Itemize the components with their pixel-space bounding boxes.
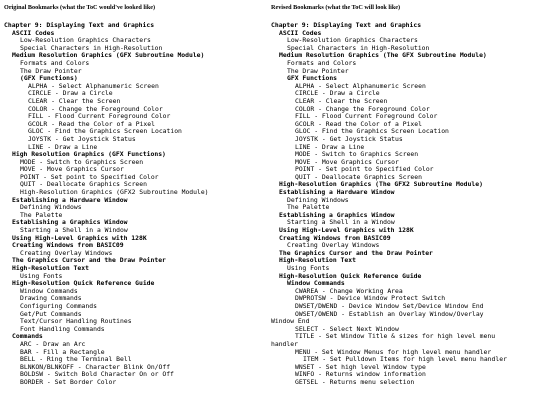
original-bookmarks-list <box>4 22 266 387</box>
bookmark-entry[interactable]: Defining Windows <box>20 203 82 212</box>
bookmark-entry[interactable]: MODE - Switch to Graphics Screen <box>20 157 144 166</box>
bookmark-entry[interactable]: High-Resolution Graphics (GFX2 Subroutine Module) <box>20 188 209 197</box>
bookmark-entry[interactable]: GFX Functions <box>287 74 338 83</box>
original-bookmarks-title: Original Bookmarks (what the ToC would've looked like) <box>4 4 156 11</box>
bookmark-entry[interactable]: High Resolution Graphics (GFX Functions) <box>12 150 166 159</box>
bookmark-entry[interactable]: Chapter 9: Displaying Text and Graphics <box>271 21 422 29</box>
bookmark-entry[interactable]: BAR - Fill a Rectangle <box>20 347 105 356</box>
bookmark-entry[interactable]: TITLE - Set Window Title & sizes for high level menu <box>295 332 496 341</box>
bookmark-entry[interactable]: JOYSTK - Get Joystick Status <box>295 134 403 143</box>
bookmark-entry[interactable]: DWPROTSW - Device Window Protect Switch <box>295 294 446 303</box>
bookmark-entry[interactable]: The Palette <box>287 203 330 212</box>
bookmark-entry[interactable]: GLOC - Find the Graphics Screen Location <box>28 127 182 136</box>
bookmark-entry[interactable]: The Draw Pointer <box>287 66 349 75</box>
bookmark-entry[interactable]: Commands <box>12 332 43 341</box>
bookmark-entry[interactable]: SELECT - Select Next Window <box>295 324 399 333</box>
bookmark-entry[interactable]: Special Characters in High-Resolution <box>287 43 430 52</box>
bookmark-entry[interactable]: Creating Windows from BASIC09 <box>12 241 124 250</box>
bookmark-entry[interactable]: Medium Resolution Graphics (The GFX Subroutine Module) <box>279 51 487 60</box>
bookmark-entry[interactable]: GCOLR - Read the Color of a Pixel <box>28 119 155 128</box>
bookmark-entry[interactable]: MOVE - Move Graphics Cursor <box>295 157 399 166</box>
bookmark-entry[interactable]: Get/Put Commands <box>20 309 82 318</box>
bookmark-entry[interactable]: ALPHA - Select Alphanumeric Screen <box>295 81 426 90</box>
bookmark-entry[interactable]: MODE - Switch to Graphics Screen <box>295 150 419 159</box>
bookmark-entry[interactable]: Special Characters in High-Resolution <box>20 43 163 52</box>
bookmark-entry[interactable]: MENU - Set Window Menus for high level menu handler <box>295 347 492 356</box>
bookmark-entry[interactable]: BLNKON/BLNKOFF - Character Blink On/Off <box>20 362 171 371</box>
bookmark-entry[interactable]: Creating Windows from BASIC09 <box>279 233 391 242</box>
bookmark-entry[interactable]: Medium Resolution Graphics (GFX Subroutine Module) <box>12 51 205 60</box>
bookmark-entry[interactable]: GCOLR - Read the Color of a Pixel <box>295 119 422 128</box>
bookmark-entry[interactable]: Establishing a Hardware Window <box>279 188 395 197</box>
bookmark-entry[interactable]: Creating Overlay Windows <box>20 248 113 257</box>
bookmark-entry[interactable]: CIRCLE - Draw a Circle <box>28 89 113 98</box>
bookmark-entry[interactable]: BOLDSW - Switch Bold Character On or Off <box>20 370 174 379</box>
bookmark-entry[interactable]: QUIT - Deallocate Graphics Screen <box>295 172 422 181</box>
bookmark-entry[interactable]: POINT - Set point to Specified Color <box>295 165 434 174</box>
bookmark-entry[interactable]: CWAREA - Change Working Area <box>295 286 403 295</box>
revised-bookmarks-list <box>271 22 533 387</box>
bookmark-entry[interactable]: GLOC - Find the Graphics Screen Location <box>295 127 449 136</box>
bookmark-entry[interactable]: FILL - Flood Current Foreground Color <box>28 112 171 121</box>
bookmark-entry[interactable]: POINT - Set point to Specified Color <box>20 172 159 181</box>
bookmark-entry[interactable]: Low-Resolution Graphics Characters <box>287 36 418 45</box>
bookmark-entry[interactable]: The Graphics Cursor and the Draw Pointer <box>279 248 433 257</box>
bookmark-entry[interactable]: Establishing a Graphics Window <box>279 210 395 219</box>
bookmark-entry[interactable]: LINE - Draw a Line <box>295 142 365 151</box>
bookmark-entry[interactable]: ALPHA - Select Alphanumeric Screen <box>28 81 159 90</box>
bookmark-entry[interactable]: handler <box>271 339 298 348</box>
bookmark-entry[interactable]: The Draw Pointer <box>20 66 82 75</box>
bookmark-entry[interactable]: COLOR - Change the Foreground Color <box>295 104 430 113</box>
bookmark-entry[interactable]: High-Resolution Graphics (The GFX2 Subroutine Module) <box>279 180 483 189</box>
bookmark-entry[interactable]: ASCII Codes <box>279 28 322 37</box>
bookmark-entry[interactable]: Starting a Shell in a Window <box>20 226 128 235</box>
bookmark-entry[interactable]: FILL - Flood Current Foreground Color <box>295 112 438 121</box>
bookmark-entry[interactable]: QUIT - Deallocate Graphics Screen <box>20 180 147 189</box>
bookmark-entry[interactable]: ITEM - Set Pulldown Items for high level menu handler <box>303 355 507 364</box>
bookmark-entry[interactable]: ASCII Codes <box>12 28 55 37</box>
bookmark-entry[interactable]: CLEAR - Clear the Screen <box>295 96 388 105</box>
bookmark-entry[interactable]: High-Resolution Quick Reference Guide <box>279 271 422 280</box>
bookmark-entry[interactable]: Window End <box>271 317 310 326</box>
bookmark-entry[interactable]: The Palette <box>20 210 63 219</box>
bookmark-entry[interactable]: GETSEL - Returns menu selection <box>295 377 415 386</box>
bookmark-entry[interactable]: Using Fonts <box>287 264 330 272</box>
bookmark-entry[interactable]: (GFX Functions) <box>20 74 78 83</box>
bookmark-entry[interactable]: WNSET - Set high level Window type <box>295 362 426 371</box>
bookmark-entry[interactable]: ARC - Draw an Arc <box>20 339 86 348</box>
bookmark-entry[interactable]: CIRCLE - Draw a Circle <box>295 89 380 98</box>
bookmark-entry[interactable]: JOYSTK - Get Joystick Status <box>28 134 136 143</box>
bookmark-entry[interactable]: Formats and Colors <box>20 58 90 67</box>
bookmark-entry[interactable]: MOVE - Move Graphics Cursor <box>20 165 124 174</box>
bookmark-entry[interactable]: BELL - Ring the Terminal Bell <box>20 355 132 364</box>
bookmark-entry[interactable]: Establishing a Hardware Window <box>12 195 128 204</box>
bookmark-entry[interactable]: The Graphics Cursor and the Draw Pointer <box>12 256 166 265</box>
bookmark-entry[interactable]: Establishing a Graphics Window <box>12 218 128 227</box>
bookmark-entry[interactable]: CLEAR - Clear the Screen <box>28 96 121 105</box>
bookmark-entry[interactable]: Window Commands <box>20 286 78 295</box>
bookmark-entry[interactable]: WINFO - Returns window information <box>295 370 426 379</box>
bookmark-entry[interactable]: High-Resolution Text <box>279 256 356 265</box>
bookmark-entry[interactable]: Starting a Shell in a Window <box>287 218 395 227</box>
revised-bookmarks-title: Revised Bookmarks (what the ToC will look like) <box>271 4 401 11</box>
bookmark-entry[interactable]: Font Handling Commands <box>20 324 105 333</box>
bookmark-entry[interactable]: OWSET/OWEND - Establish an Overlay Window/Overlay <box>295 309 484 318</box>
original-bookmarks-column <box>4 4 266 387</box>
bookmark-entry[interactable]: Configuring Commands <box>20 301 97 310</box>
revised-bookmarks-column <box>271 4 533 387</box>
bookmark-entry[interactable]: Creating Overlay Windows <box>287 241 380 250</box>
bookmark-entry[interactable]: Formats and Colors <box>287 58 357 67</box>
bookmark-entry[interactable]: Window Commands <box>287 279 345 288</box>
bookmark-entry[interactable]: LINE - Draw a Line <box>28 142 98 151</box>
bookmark-entry[interactable]: Using Fonts <box>20 271 63 280</box>
bookmark-entry[interactable]: Low-Resolution Graphics Characters <box>20 36 151 45</box>
bookmark-entry[interactable]: Defining Windows <box>287 195 349 204</box>
bookmark-entry[interactable]: COLOR - Change the Foreground Color <box>28 104 163 113</box>
bookmark-entry[interactable]: High-Resolution Quick Reference Guide <box>12 279 155 288</box>
bookmark-entry[interactable]: Using High-Level Graphics with 128K <box>12 233 147 242</box>
bookmark-entry[interactable]: Text/Cursor Handling Routines <box>20 317 132 326</box>
bookmark-entry[interactable]: Using High-Level Graphics with 128K <box>279 226 414 235</box>
bookmark-entry[interactable]: Drawing Commands <box>20 294 82 303</box>
bookmark-entry[interactable]: DWSET/DWEND - Device Window Set/Device Window End <box>295 301 484 310</box>
bookmark-entry[interactable]: Chapter 9: Displaying Text and Graphics <box>4 21 155 29</box>
bookmark-entry[interactable]: BORDER - Set Border Color <box>20 377 117 386</box>
bookmark-entry[interactable]: High-Resolution Text <box>12 264 89 272</box>
